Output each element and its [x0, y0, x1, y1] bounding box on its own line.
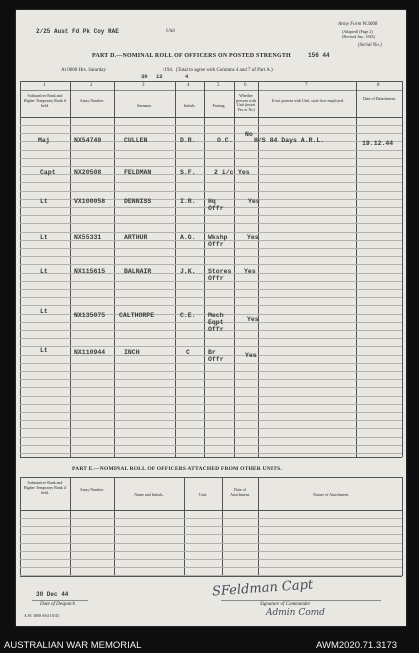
- ruled-line: [20, 166, 402, 167]
- pe-col-nature: Nature of Attachment.: [313, 492, 349, 497]
- col-header-employed: If not present with Unit, state how employed.: [271, 98, 345, 103]
- column-number-divider: [20, 90, 402, 91]
- ruled-line: [20, 150, 402, 151]
- ruled-line: [20, 412, 402, 413]
- row-2-rank: Capt: [40, 169, 56, 176]
- ruled-line: [20, 182, 402, 183]
- row-2-posting: 2 i/c: [214, 169, 234, 176]
- row-5-rank: Lt: [40, 268, 48, 275]
- row-1-employed: H/S 84 Days A.R.L.: [254, 137, 325, 144]
- ruled-line: [20, 543, 402, 544]
- row-3-number: VX100058: [74, 198, 106, 205]
- part-e-title: PART E.—NOMINAL ROLL OF OFFICERS ATTACHED FROM OTHER UNITS.: [72, 466, 282, 472]
- row-7-posting: Br Offr: [208, 349, 224, 363]
- ruled-line: [20, 575, 402, 576]
- ruled-line: [20, 567, 402, 568]
- pe-border-6: [402, 477, 403, 576]
- signature-label: Signature of Commander: [260, 602, 311, 607]
- serial-value: 156 44: [308, 52, 330, 59]
- row-5-posting: Stores Offr: [208, 268, 232, 282]
- row-2-present: Yes: [238, 169, 250, 176]
- col-num-8: 8: [377, 83, 380, 88]
- row-1-surname: CULLEN: [124, 137, 148, 144]
- row-6-present: Yes: [247, 316, 259, 323]
- row-6-rank: Lt: [40, 308, 48, 315]
- total-line: (Total to agree with Columns 4 and 7 of Part A.): [176, 68, 273, 73]
- row-4-surname: ARTHUR: [124, 234, 148, 241]
- col-num-4: 4: [187, 83, 190, 88]
- date-year-prefix: /194.: [163, 68, 174, 73]
- ruled-line: [20, 297, 402, 298]
- ruled-line: [20, 264, 402, 265]
- ruled-line: [20, 518, 402, 519]
- ruled-line: [20, 453, 402, 454]
- pe-col-rank: Substantive Rank and Higher Temporary Rank if held.: [23, 480, 67, 495]
- row-6-posting: Mech Eqpt Offr: [208, 312, 224, 333]
- form-adapted: (Adapted) (Page 2): [342, 29, 373, 34]
- col-border-2: [114, 81, 115, 457]
- commander-signature: SFeldman Capt: [211, 577, 314, 600]
- ruled-line: [20, 215, 402, 216]
- ruled-line: [20, 248, 402, 249]
- row-5-surname: BALNAIR: [124, 268, 152, 275]
- col-num-5: 5: [217, 83, 220, 88]
- ruled-line: [20, 396, 402, 397]
- col-num-2: 2: [90, 83, 93, 88]
- ruled-line: [20, 420, 402, 421]
- table-top-border: [20, 81, 402, 82]
- ruled-line: [20, 404, 402, 405]
- col-header-rank: Substantive Rank and Higher Temporary Rank if held.: [23, 93, 67, 108]
- unit-label: Unit: [166, 29, 175, 34]
- row-6-initials: C.E.: [180, 312, 196, 319]
- despatch-date: 30 Dec 44: [36, 591, 69, 598]
- ruled-line: [20, 158, 402, 159]
- col-header-present: Whether present with Unit (insert Yes or No): [236, 93, 256, 112]
- row-1-number: NX54749: [74, 137, 102, 144]
- row-1-posting: O.C.: [217, 137, 233, 144]
- ruled-line: [20, 428, 402, 429]
- row-5-present: Yes: [244, 268, 256, 275]
- ruled-line: [20, 559, 402, 560]
- form-sheet: [16, 10, 406, 626]
- caption-right: AWM2020.71.3173: [316, 640, 397, 651]
- col-num-3: 3: [142, 83, 145, 88]
- row-3-present: Yes: [248, 198, 260, 205]
- row-6-number: NX135075: [74, 312, 106, 319]
- ruled-line: [20, 371, 402, 372]
- ruled-line: [20, 338, 402, 339]
- printer-note: A.W. 3008 SS4 10/43: [24, 613, 59, 618]
- pe-col-number: Army Number.: [79, 487, 105, 492]
- ruled-line: [20, 534, 402, 535]
- row-4-present: Yes: [247, 234, 259, 241]
- pe-col-name: Name and Initials.: [134, 492, 164, 497]
- ruled-line: [20, 289, 402, 290]
- row-7-number: NX110944: [74, 349, 106, 356]
- ruled-line: [20, 346, 402, 347]
- date-month: 12: [156, 73, 163, 80]
- signature-underline: [221, 600, 381, 601]
- col-border-4: [204, 81, 205, 457]
- row-5-number: NX115615: [74, 268, 106, 275]
- col-header-number: Army Number.: [79, 98, 105, 103]
- ruled-line: [20, 379, 402, 380]
- form-revised: (Revised Jan., 1943): [342, 34, 375, 39]
- col-border-7: [356, 81, 357, 457]
- row-7-surname: INCH: [124, 349, 140, 356]
- col-num-7: 7: [305, 83, 308, 88]
- row-2-number: NX20508: [74, 169, 102, 176]
- ruled-line: [20, 256, 402, 257]
- part-e-header-bottom: [20, 510, 402, 511]
- col-border-1: [70, 81, 71, 457]
- ruled-line: [20, 387, 402, 388]
- row-7-present: Yes: [245, 352, 257, 359]
- col-header-posting: Posting.: [212, 103, 226, 108]
- unit-value: 2/25 Aust Fd Pk Coy RAE: [36, 28, 119, 35]
- ruled-line: [20, 437, 402, 438]
- serial-label: (Serial No.): [358, 43, 382, 48]
- row-7-initials: C: [186, 349, 190, 356]
- row-4-rank: Lt: [40, 234, 48, 241]
- row-3-surname: DENNISS: [124, 198, 152, 205]
- row-4-initials: A.G.: [180, 234, 196, 241]
- ruled-line: [20, 223, 402, 224]
- row-4-number: NX55331: [74, 234, 102, 241]
- row-2-initials: S.F.: [180, 169, 196, 176]
- caption-left: AUSTRALIAN WAR MEMORIAL: [4, 640, 142, 651]
- row-1-date: 19.12.44: [362, 140, 394, 147]
- col-border-0: [20, 81, 21, 457]
- part-e-top-border: [20, 477, 402, 478]
- at-line: At 0600 Hrs. Saturday: [61, 68, 106, 73]
- form-number: Army Form W.3008: [338, 22, 378, 27]
- ruled-line: [20, 305, 402, 306]
- col-num-6: 6: [244, 83, 247, 88]
- ruled-line: [20, 125, 402, 126]
- row-1-initials: D.R.: [180, 137, 196, 144]
- date-year: 4: [185, 73, 189, 80]
- admin-comd: Admin Comd: [266, 608, 325, 618]
- col-header-surname: Surname.: [136, 103, 153, 108]
- row-2-surname: FELDMAN: [124, 169, 152, 176]
- despatch-underline: [32, 600, 88, 601]
- part-d-title: PART D.—NOMINAL ROLL OF OFFICERS ON POSTED STRENGTH: [92, 53, 291, 59]
- row-6-surname: CALTHORPE: [119, 312, 155, 319]
- col-header-detachment: Date of Detachment.: [362, 96, 397, 101]
- pe-col-unit: Unit.: [198, 492, 208, 497]
- ruled-line: [20, 445, 402, 446]
- row-7-rank: Lt: [40, 347, 48, 354]
- header-bottom-border: [20, 117, 402, 118]
- ruled-line: [20, 551, 402, 552]
- ruled-line: [20, 133, 402, 134]
- pe-col-date: Date of Attachment.: [230, 487, 250, 497]
- col-border-3: [175, 81, 176, 457]
- row-4-posting: Wkshp Offr: [208, 234, 228, 248]
- row-1-rank: Maj: [38, 137, 50, 144]
- despatch-label: Date of Despatch: [40, 602, 75, 607]
- table-bottom-border: [20, 457, 402, 458]
- ruled-line: [20, 191, 402, 192]
- ruled-line: [20, 232, 402, 233]
- date-day: 30: [141, 73, 148, 80]
- row-3-rank: Lt: [40, 198, 48, 205]
- ruled-line: [20, 526, 402, 527]
- col-num-1: 1: [43, 83, 46, 88]
- row-3-initials: I.R.: [180, 198, 196, 205]
- col-header-initials: Initials.: [183, 103, 196, 108]
- row-3-posting: Hq Offr: [208, 198, 224, 212]
- col-border-8: [402, 81, 403, 457]
- row-1-present: No: [245, 131, 253, 138]
- row-5-initials: J.K.: [180, 268, 196, 275]
